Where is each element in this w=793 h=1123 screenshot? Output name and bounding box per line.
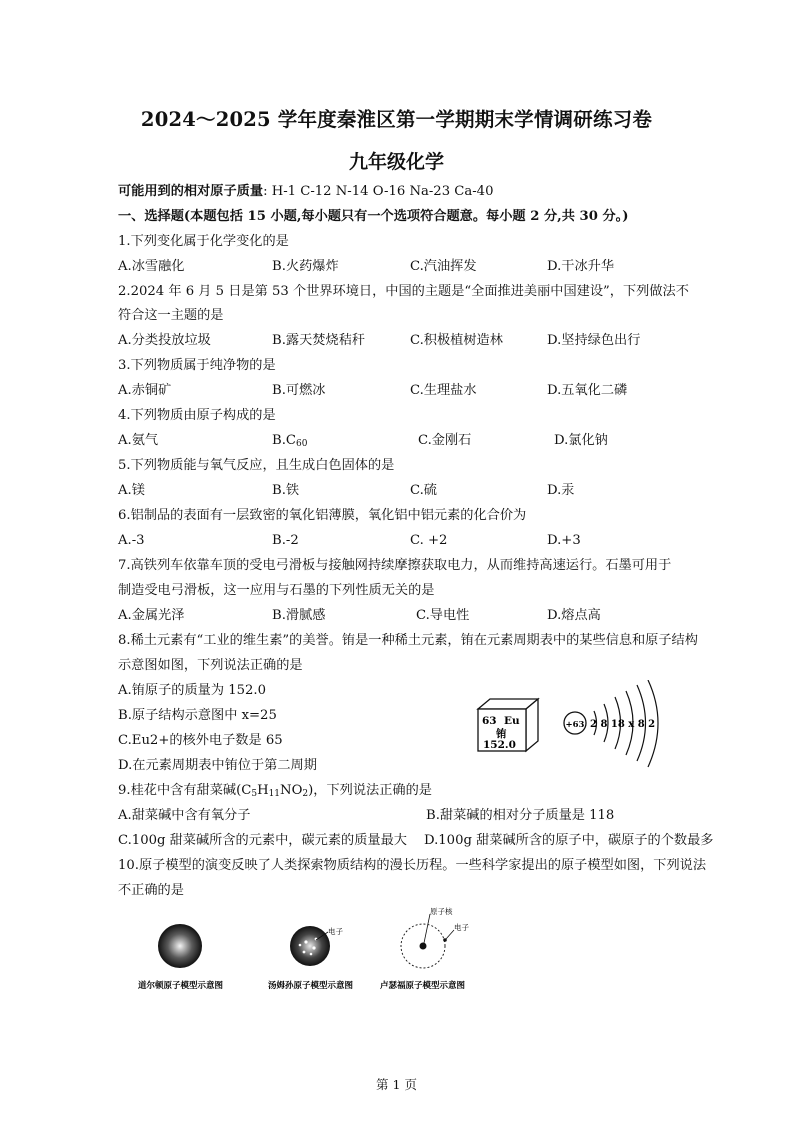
thomson-electron-label: 电子 bbox=[328, 927, 343, 936]
atomic-mass-values: : H-1 C-12 N-14 O-16 Na-23 Ca-40 bbox=[263, 184, 494, 199]
exam-title: 2024～2025 学年度秦淮区第一学期期末学情调研练习卷 bbox=[140, 108, 653, 131]
question-7-stem-line1: 7.高铁列车依靠车顶的受电弓滑板与接触网持续摩擦获取电力，从而维持高速运行。石墨可用于 bbox=[118, 558, 672, 573]
eu-element-card bbox=[474, 697, 540, 753]
q9-option-a: A.甜菜碱中含有氧分子 bbox=[118, 808, 251, 823]
rutherford-caption: 卢瑟福原子模型示意图 bbox=[380, 981, 466, 991]
question-9-stem bbox=[118, 782, 432, 800]
q2-option-a: A.分类投放垃圾 bbox=[118, 333, 211, 348]
q9-option-b: B.甜菜碱的相对分子质量是 118 bbox=[426, 808, 615, 823]
rutherford-nucleus-label: 原子核 bbox=[430, 907, 453, 916]
q9-option-c: C.100g 甜菜碱所含的元素中，碳元素的质量最大 bbox=[118, 833, 407, 848]
formula-h: H bbox=[257, 783, 269, 798]
q2-option-b: B.露天焚烧秸秆 bbox=[272, 333, 366, 348]
q5-option-a: A.镁 bbox=[118, 483, 145, 498]
q1-option-d: D.干冰升华 bbox=[547, 259, 615, 274]
question-5-stem: 5.下列物质能与氧气反应，且生成白色固体的是 bbox=[118, 458, 395, 473]
q1-option-c: C.汽油挥发 bbox=[410, 259, 477, 274]
q5-option-d: D.汞 bbox=[547, 483, 575, 498]
q3-option-a: A.赤铜矿 bbox=[118, 383, 172, 398]
rutherford-nucleus bbox=[420, 943, 427, 950]
exam-subtitle: 九年级化学 bbox=[348, 151, 444, 173]
q3-option-b: B.可燃冰 bbox=[272, 383, 326, 398]
q7-option-c: C.导电性 bbox=[416, 608, 470, 623]
q2-option-c: C.积极植树造林 bbox=[410, 333, 503, 348]
q2-option-d: D.坚持绿色出行 bbox=[547, 333, 641, 348]
q7-option-b: B.滑腻感 bbox=[272, 608, 326, 623]
dalton-model-sphere bbox=[158, 924, 202, 968]
question-9-stem-post: )，下列说法正确的是 bbox=[308, 783, 432, 798]
electron-shells: 2 8 18 x 8 2 bbox=[590, 719, 656, 730]
nucleus-charge: +63 bbox=[565, 720, 585, 730]
question-6-stem: 6.铝制品的表面有一层致密的氧化铝薄膜，氧化铝中铝元素的化合价为 bbox=[118, 508, 527, 523]
q6-option-a: A.-3 bbox=[118, 533, 145, 548]
eu-atomic-number: 63 bbox=[482, 715, 497, 727]
formula-sub-5: 5 bbox=[251, 789, 258, 799]
q4-option-c: C.金刚石 bbox=[418, 433, 472, 448]
q6-option-b: B.-2 bbox=[272, 533, 299, 548]
page-number: 第 1 页 bbox=[376, 1077, 417, 1092]
question-8-stem-line2: 示意图如图，下列说法正确的是 bbox=[118, 658, 303, 673]
q4-option-b-subscript: 60 bbox=[295, 439, 308, 449]
q7-option-d: D.熔点高 bbox=[547, 608, 601, 623]
formula-sub-11: 11 bbox=[268, 789, 281, 799]
q5-option-c: C.硫 bbox=[410, 483, 437, 498]
q1-option-a: A.冰雪融化 bbox=[118, 259, 185, 274]
rutherford-electron-label: 电子 bbox=[454, 923, 469, 932]
question-4-stem: 4.下列物质由原子构成的是 bbox=[118, 408, 276, 423]
atomic-mass-line bbox=[118, 183, 493, 201]
q1-option-b: B.火药爆炸 bbox=[272, 259, 339, 274]
formula-no: NO bbox=[280, 783, 303, 798]
eu-symbol: Eu bbox=[504, 715, 520, 727]
q8-option-c: C.Eu2+的核外电子数是 65 bbox=[118, 733, 283, 748]
question-2-stem-line2: 符合这一主题的是 bbox=[118, 308, 224, 323]
question-8-stem-line1: 8.稀土元素有“工业的维生素”的美誉。铕是一种稀土元素，铕在元素周期表中的某些信息和原子结构 bbox=[118, 633, 698, 648]
q3-option-d: D.五氧化二磷 bbox=[547, 383, 628, 398]
question-10-stem-line1: 10.原子模型的演变反映了人类探索物质结构的漫长历程。一些科学家提出的原子模型如图，下列说法 bbox=[118, 858, 707, 873]
q8-option-b: B.原子结构示意图中 x=25 bbox=[118, 708, 277, 723]
q3-option-c: C.生理盐水 bbox=[410, 383, 477, 398]
q4-option-b-label: B.C bbox=[272, 433, 296, 448]
q6-option-d: D.+3 bbox=[547, 533, 581, 548]
q5-option-b: B.铁 bbox=[272, 483, 300, 498]
q4-option-a: A.氨气 bbox=[118, 433, 159, 448]
q8-option-a: A.铕原子的质量为 152.0 bbox=[118, 683, 266, 698]
atomic-mass-label: 可能用到的相对原子质量 bbox=[118, 184, 264, 199]
q4-option-d: D.氯化钠 bbox=[554, 433, 608, 448]
question-10-stem-line2: 不正确的是 bbox=[118, 883, 184, 898]
thomson-model-sphere bbox=[290, 926, 330, 966]
formula-sub-2: 2 bbox=[302, 789, 309, 799]
question-7-stem-line2: 制造受电弓滑板，这一应用与石墨的下列性质无关的是 bbox=[118, 583, 435, 598]
question-9-stem-pre: 9.桂花中含有甜菜碱(C bbox=[118, 783, 252, 798]
eu-name: 铕 bbox=[496, 728, 507, 740]
dalton-caption: 道尔顿原子模型示意图 bbox=[138, 981, 224, 991]
question-2-stem-line1: 2.2024 年 6 月 5 日是第 53 个世界环境日，中国的主题是“全面推进美丽中国建设”，下列做法不 bbox=[118, 284, 689, 299]
thomson-caption: 汤姆孙原子模型示意图 bbox=[268, 981, 354, 991]
q8-option-d: D.在元素周期表中铕位于第二周期 bbox=[118, 758, 317, 773]
eu-atom-structure-diagram bbox=[560, 680, 678, 780]
question-3-stem: 3.下列物质属于纯净物的是 bbox=[118, 358, 276, 373]
section-heading: 一、选择题(本题包括 15 小题,每小题只有一个选项符合题意。每小题 2 分,共 30 分。) bbox=[118, 209, 629, 224]
eu-mass: 152.0 bbox=[483, 739, 516, 751]
q4-option-b bbox=[272, 432, 307, 450]
atom-models-figure bbox=[128, 902, 488, 1002]
q6-option-c: C. +2 bbox=[410, 533, 448, 548]
question-1-stem: 1.下列变化属于化学变化的是 bbox=[118, 234, 289, 249]
q7-option-a: A.金属光泽 bbox=[118, 608, 185, 623]
q9-option-d: D.100g 甜菜碱所含的原子中，碳原子的个数最多 bbox=[424, 833, 714, 848]
